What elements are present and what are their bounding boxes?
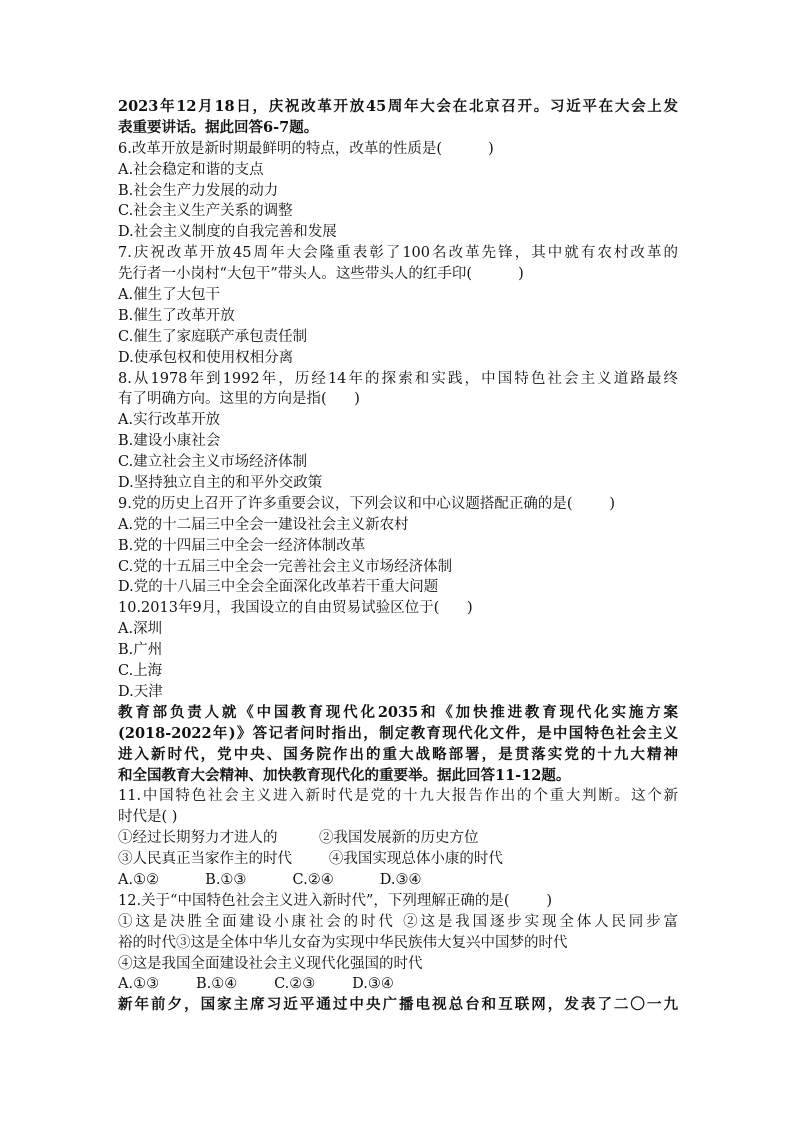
text-line: 教育部负责人就《中国教育现代化2035和《加快推进教育现代化实施方案 bbox=[118, 703, 678, 721]
text-line: 进入新时代，党中央、国务院作出的重大战略部署，是贯落实党的十九大精神 bbox=[118, 745, 678, 763]
text-line: 裕的时代③这是全体中华儿女奋为实现中华民族伟大复兴中国梦的时代 bbox=[118, 934, 568, 951]
text-line: D.党的十八届三中全会全面深化改革若干重大问题 bbox=[118, 579, 439, 596]
text-line: C.上海 bbox=[118, 663, 163, 680]
text-line: A.实行改革开放 bbox=[118, 412, 221, 429]
text-line: D.天津 bbox=[118, 683, 163, 700]
text-line: A.催生了大包干 bbox=[118, 287, 221, 304]
text-line: 和全国教育大会精神、加快教育现代化的重要举。据此回答11-12题。 bbox=[118, 766, 571, 784]
text-line: A.社会稳定和谐的支点 bbox=[118, 161, 264, 178]
text-line: 2023年12月18日，庆祝改革开放45周年大会在北京召开。习近平在大会上发 bbox=[118, 98, 678, 115]
text-line: A.①② B.①③ C.②④ D.③④ bbox=[118, 871, 422, 888]
text-line: C.社会主义生产关系的调整 bbox=[118, 203, 293, 220]
text-line: D.社会主义制度的自我完善和发展 bbox=[118, 224, 337, 241]
text-line: ①经过长期努力才进人的 ②我国发展新的历史方位 bbox=[118, 830, 479, 847]
text-line: 9.党的历史上召开了许多重要会议，下列会议和中心议题搭配正确的是( ) bbox=[118, 495, 616, 512]
text-line: 时代是( ) bbox=[118, 809, 178, 826]
text-line: B.党的十四届三中全会一经济体制改革 bbox=[118, 537, 366, 554]
text-line: ①这是决胜全面建设小康社会的时代 ②这是我国逐步实现全体人民同步富 bbox=[118, 913, 678, 930]
text-line: 有了明确方向。这里的方向是指( ) bbox=[118, 391, 360, 408]
text-line: D.使承包权和使用权相分离 bbox=[118, 349, 294, 366]
text-line: 表重要讲话。据此回答6-7题。 bbox=[118, 118, 319, 136]
text-line: ④这是我国全面建设社会主义现代化强国的时代 bbox=[118, 955, 423, 972]
text-line: ③人民真正当家作主的时代 ④我国实现总体小康的时代 bbox=[118, 851, 503, 868]
text-line: B.建设小康社会 bbox=[118, 433, 221, 450]
text-line: B.催生了改革开放 bbox=[118, 307, 235, 324]
text-line: B.社会生产力发展的动力 bbox=[118, 182, 279, 199]
text-line: 11.中国特色社会主义进入新时代是党的十九大报告作出的个重大判断。这个新 bbox=[118, 788, 678, 805]
text-line: D.坚持独立自主的和平外交政策 bbox=[118, 475, 323, 492]
text-line: C.党的十五届三中全会一完善社会主义市场经济体制 bbox=[118, 558, 453, 575]
text-line: (2018-2022年)》答记者问时指出，制定教育现代化文件，是中国特色社会主义 bbox=[118, 724, 678, 742]
text-line: 新年前夕，国家主席习近平通过中央广播电视总台和互联网，发表了二〇一九 bbox=[118, 996, 678, 1014]
text-line: 8.从1978年到1992年，历经14年的探索和实践，中国特色社会主义道路最终 bbox=[118, 370, 678, 387]
text-line: 12.关于“中国特色社会主义进入新时代”，下列理解正确的是( ) bbox=[118, 892, 553, 909]
text-line: 10.2013年9月，我国设立的自由贸易试验区位于( ) bbox=[118, 600, 473, 617]
text-line: A.①③ B.①④ C.②③ D.③④ bbox=[118, 976, 394, 993]
text-line: A.深圳 bbox=[118, 621, 163, 638]
text-line: C.催生了家庭联产承包责任制 bbox=[118, 328, 308, 345]
text-line: 7.庆祝改革开放45周年大会隆重表彰了100名改革先锋，其中就有农村改革的 bbox=[118, 245, 678, 262]
text-line: 6.改革开放是新时期最鲜明的特点，改革的性质是( ) bbox=[118, 140, 494, 157]
text-line: B.广州 bbox=[118, 642, 163, 659]
document-page bbox=[118, 97, 678, 1016]
text-line: A.党的十二届三中全会一建设社会主义新农村 bbox=[118, 516, 409, 533]
text-line: C.建立社会主义市场经济体制 bbox=[118, 454, 308, 471]
text-line: 先行者一小岗村“大包干”带头人。这些带头人的红手印( ) bbox=[118, 266, 524, 283]
